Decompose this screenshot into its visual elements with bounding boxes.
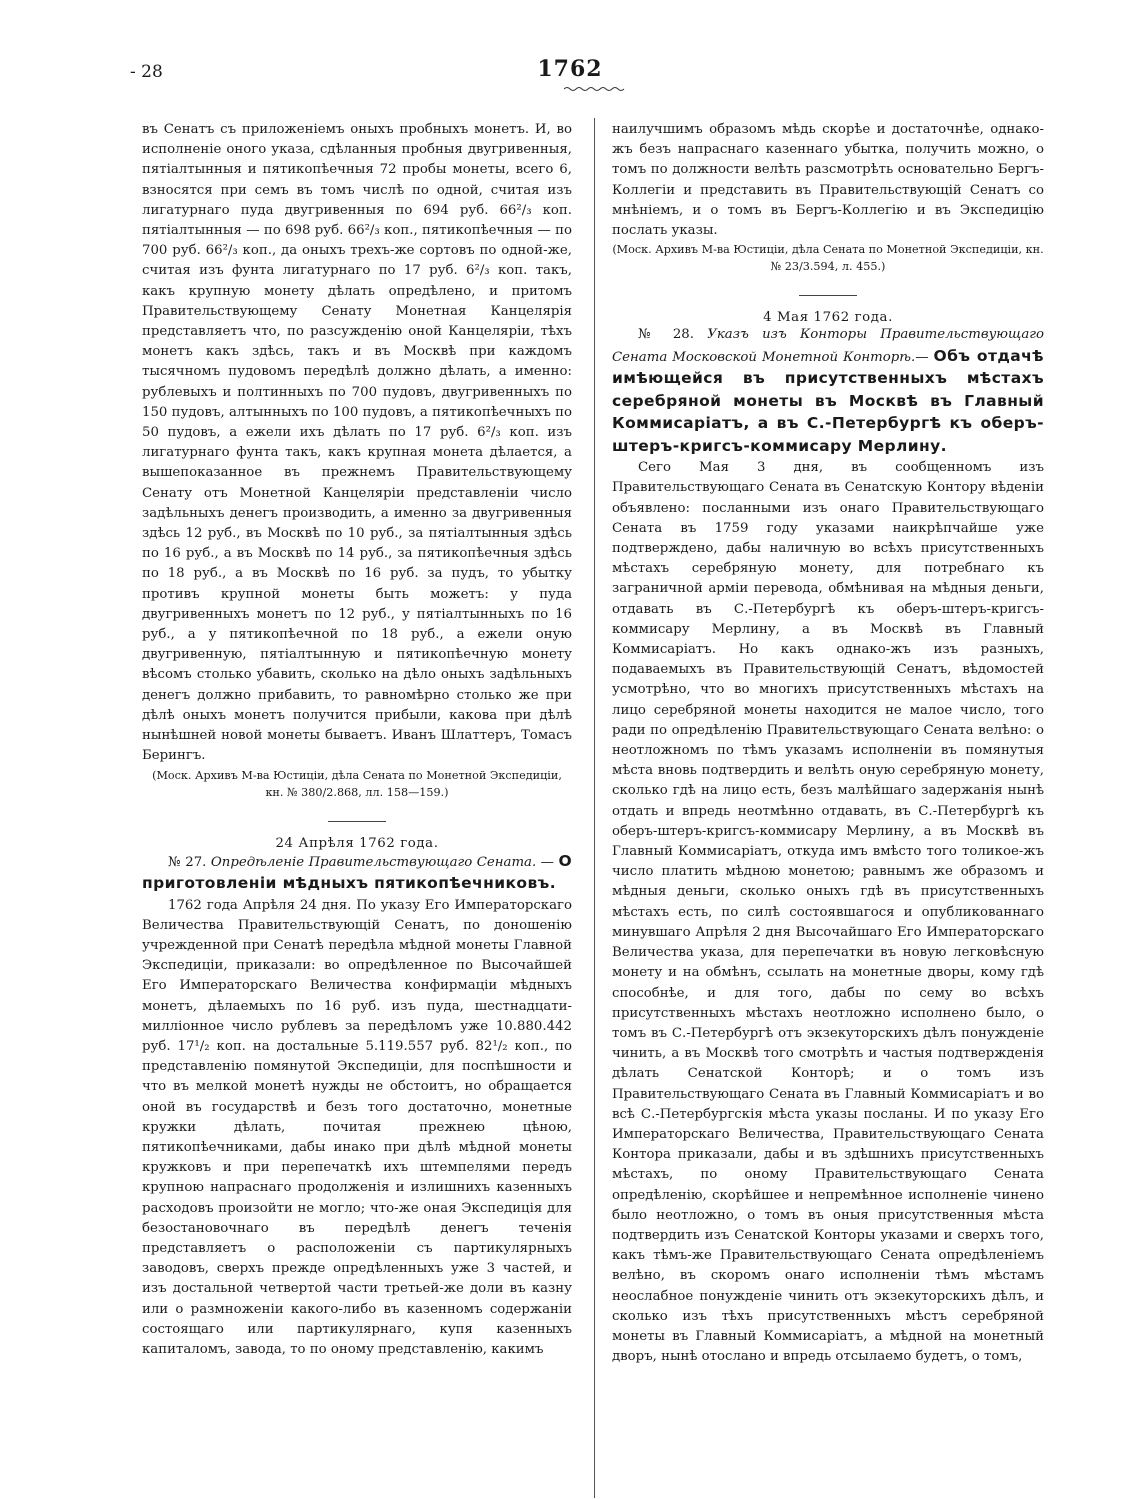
document-subject: О приготовленіи мѣдныхъ пятикопѣечниковъ. — [142, 851, 573, 892]
paragraph: наилучшимъ образомъ мѣдь скорѣе и достаточнѣе, однако-жъ безъ напраснаго казеннаго убытка, получить можно, о томъ по должности велѣть разсмотрѣть основательно Бергъ-Коллегіи и представить въ Правительствующій Сенатъ со мнѣніемъ, и о томъ въ Бергъ-Коллегію и въ Экспедицію послать указы. — [612, 122, 1044, 239]
document-date: 4 Мая 1762 года. — [763, 310, 893, 326]
paragraph: въ Сенатъ съ приложеніемъ оныхъ пробныхъ монетъ. И, во исполненіе оного указа, сдѣланныя пробныя двугривенныя, пятіалтынныя и пятикопѣечныя 72 пробы монеты, всего 6, взносятся при семъ въ томъ числѣ по одной, считая изъ лигатурнаго пуда двугривенныя по 694 руб. 66²/₃ коп. пятіалтынныя — по 698 руб. 66²/₃ коп., пятикопѣечныя — по 700 руб. 66²/₃ коп., да оныхъ трехъ-же сортовъ по одной-же, считая изъ фунта лигатурнаго по 17 руб. 6²/₃ коп. такъ, какъ крупную монету дѣлать опредѣлено, и притомъ Правительствующему Сенату Монетная Канцелярія представляетъ что, по разсужденію оной Канцеляріи, тѣхъ монетъ какъ здѣсь, такъ и въ Москвѣ при каждомъ тысячномъ пудовомъ передѣлѣ должно дѣлать, а именно: рублевыхъ и полтинныхъ по 700 пудовъ, двугривенныхъ по 150 пудовъ, алтынныхъ по 100 пудовъ, а пятикопѣечныхъ по 50 пудовъ, а ежели ихъ дѣлать по 17 руб. 6²/₃ коп. изъ лигатурнаго фунта такъ, какъ крупная монета дѣлается, а вышепоказанное въ прежнемъ Правительствующему Сенату отъ Монетной Канцеляріи представленіи число задѣльныхъ денегъ производить, а именно за двугривенныя здѣсь 12 руб., въ Москвѣ по 10 руб., за пятіалтынныя здѣсь по 16 руб., а въ Москвѣ по 14 руб., за пятикопѣечныя здѣсь по 18 руб., а въ Москвѣ по 16 руб. за пудъ, то убытку противъ крупной монеты быть можетъ: у пуда двугривенныхъ монетъ по 12 руб., у пятіалтынныхъ по 16 руб., а у пятикопѣечной по 18 руб., а ежели оную двугривенную, пятіалтынную и пятикопѣечную монету вѣсомъ столько убавить, сколько на дѣло оныхъ задѣльныхъ денегъ должно прибавить, то равномѣрно столько же при дѣлѣ оныхъ монетъ получится прибыли, какова при дѣлѣ нынѣшней новой монеты бываетъ. Иванъ Шлаттеръ, Томасъ Берингъ. — [142, 122, 572, 764]
archive-citation: (Моск. Архивъ М-ва Юстиціи, дѣла Сената по Монетной Экспедиціи, кн. № 23/3.594, л. 455.) — [612, 243, 1044, 274]
document-heading — [142, 851, 572, 896]
document-number: № 28. — [638, 327, 694, 343]
decorative-wavy-rule — [564, 86, 626, 92]
page-number: - 28 — [130, 62, 163, 82]
document-date: 24 Апрѣля 1762 года. — [275, 835, 439, 851]
document-heading — [612, 325, 1044, 458]
paragraph: 1762 года Апрѣля 24 дня. По указу Его Императорскаго Величества Правительствующій Сенатъ, по доношенію учрежденной при Сенатѣ передѣла мѣдной монеты Главной Экспедиціи, приказали: во опредѣленное по Высочайшей Его Императорскаго Величества конфирмаціи мѣдныхъ монетъ, дѣлаемыхъ по 16 руб. изъ пуда, шестнадцати-милліонное число рублевъ за передѣломъ уже 10.880.442 руб. 17¹/₂ коп. на достальные 5.119.557 руб. 82¹/₂ коп., по представленію помянутой Экспедиціи, для поспѣшности и что въ мелкой монетѣ нужды не обстоитъ, но обращается оной въ государствѣ и безъ того достаточно, монетные кружки дѣлать, почитая прежнею цѣною, пятикопѣечниками, дабы инако при дѣлѣ мѣдной монеты кружковъ и при перепечаткѣ ихъ штемпелями передъ крупною напраснаго продолженія и излишнихъ казенныхъ расходовъ произойти не могло; что-же оная Экспедиція для безостановочнаго въ передѣлѣ денегъ теченія представляетъ о расположеніи съ партикулярныхъ заводовъ, сверхъ прежде опредѣленныхъ уже 3 частей, и изъ достальной четвертой части третьей-же доли въ казну или о размноженіи какого-либо въ казенномъ содержаніи состоящаго или партикулярнаго, купя казенныхъ капиталомъ, завода, то по оному представленію, какимъ — [142, 897, 572, 1357]
left-column — [142, 120, 572, 1360]
archive-citation: (Моск. Архивъ М-ва Юстиціи, дѣла Сената по Монетной Экспедиціи, кн. № 380/2.868, лл. 158—159.) — [152, 768, 562, 799]
section-divider — [328, 821, 386, 822]
right-column — [612, 120, 1044, 1367]
column-divider — [594, 118, 595, 1498]
document-type: Указъ изъ Конторы Правительствующаго Сената Московской Монетной Конторѣ.— — [612, 327, 1044, 365]
document-type: Опредѣленіе Правительствующаго Сената. — — [210, 854, 554, 870]
document-number: № 27. — [168, 854, 207, 870]
running-header-year: 1762 — [537, 56, 603, 82]
paragraph: Сего Мая 3 дня, въ сообщенномъ изъ Правительствующаго Сената въ Сенатскую Контору вѣденіи объявлено: посланными изъ онаго Правительствующаго Сената въ 1759 году указами наикрѣпчайше уже подтверждено, дабы наличную во всѣхъ присутственныхъ мѣстахъ серебряную монету, для потребнаго къ заграничной арміи перевода, обмѣнивая на мѣдныя деньги, отдавать въ С.-Петербургѣ къ оберъ-штеръ-кригсъ-коммисару Мерлину, а въ Москвѣ въ Главный Коммисаріатъ. Но какъ однако-жъ изъ разныхъ, подаваемыхъ въ Правительствующій Сенатъ, вѣдомостей усмотрѣно, что во многихъ присутственныхъ мѣстахъ на лицо серебряной монеты находится не малое число, того ради по опредѣленію Правительствующаго Сената велѣно: о неотложномъ по тѣмъ указамъ исполненіи въ помянутыя мѣста вновь подтвердить и велѣть оную серебряную монету, сколько гдѣ на лицо есть, безъ малѣйшаго задержанія нынѣ отдать и впредь неотмѣнно отдавать, въ С.-Петербургѣ къ оберъ-штеръ-кригсъ-коммисару Мерлину, а въ Москвѣ въ Главный Коммисаріатъ, откуда имъ вмѣсто того толикое-жъ число платить мѣдною монетою; равнымъ же образомъ и мѣдныя деньги, сколько оныхъ гдѣ въ присутственныхъ мѣстахъ есть, по силѣ состоявшагося и опубликованнаго минувшаго Апрѣля 2 дня Высочайшаго Его Императорскаго Величества указа, для перепечатки въ новую легковѣсную монету и на обмѣнъ, ссылать на монетные дворы, кому гдѣ способнѣе, и для того, дабы по сему во всѣхъ присутственныхъ мѣстахъ неотложно исполнено было, о томъ въ С.-Петербургѣ отъ экзекуторскихъ дѣлъ понужденіе чинить, а въ Москвѣ того смотрѣть и частыя подтвержденія дѣлать Сенатской Конторѣ; и о томъ изъ Правительствующаго Сената въ Главный Коммисаріатъ и во всѣ С.-Петербургскія мѣста указы посланы. И по указу Его Императорскаго Величества, Правительствующаго Сената Контора приказали, дабы и въ здѣшнихъ присутственныхъ мѣстахъ, по оному Правительствующаго Сената опредѣленію, скорѣйшее и непремѣнное исполненіе чинено было неотложно, о томъ въ оныя присутственныя мѣста подтвердить изъ Сенатской Конторы указами и сверхъ того, какъ тѣмъ-же Правительствующаго Сената опредѣленіемъ велѣно, въ скоромъ онаго исполненіи тѣмъ мѣстамъ неослабное понужденіе чинить отъ экзекуторскихъ дѣлъ, и сколько изъ тѣхъ присутственныхъ мѣстъ серебряной монеты въ Главный Коммисаріатъ, а мѣдной на монетный дворъ, нынѣ отослано и впредь отсылаемо будетъ, о томъ, — [612, 460, 1044, 1365]
document-subject: Объ отдачѣ имѣющейся въ присутственныхъ мѣстахъ серебряной монеты въ Москвѣ въ Главный Коммисаріатъ, а въ С.-Петербургѣ къ оберъ-штеръ-кригсъ-коммисару Мерлину. — [612, 346, 1044, 455]
section-divider — [799, 295, 857, 296]
